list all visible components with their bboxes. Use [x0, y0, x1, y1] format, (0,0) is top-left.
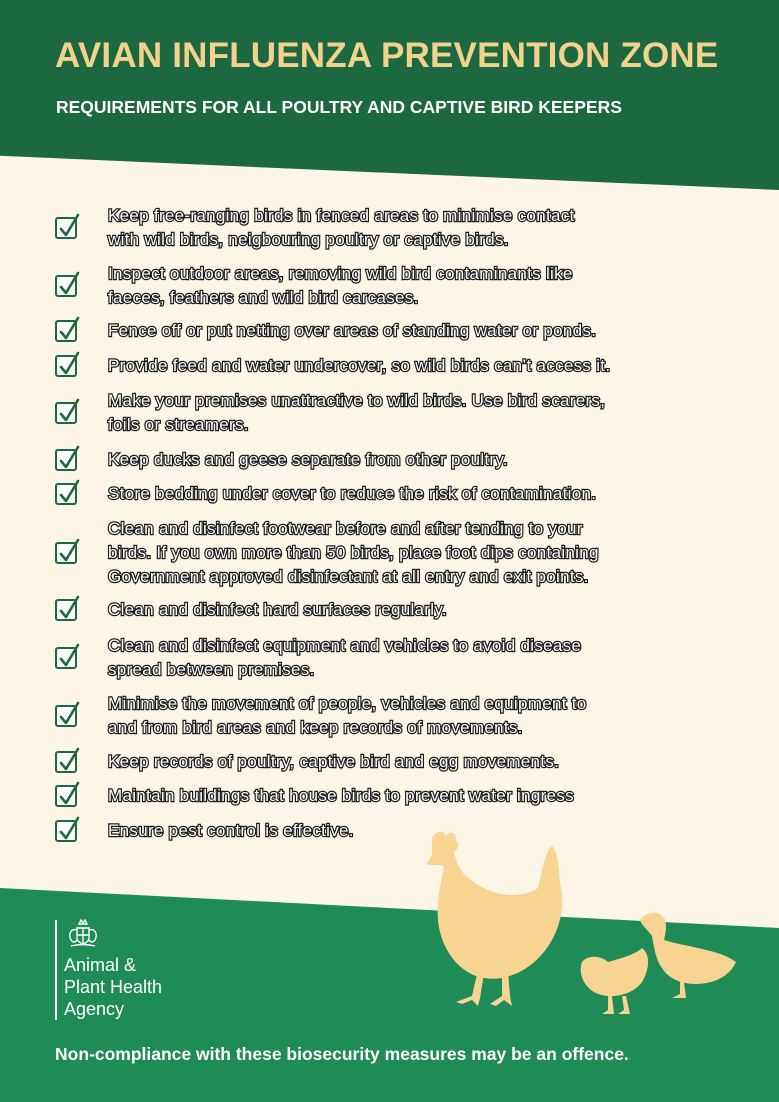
- checklist-item-text: Provide feed and water undercover, so wild birds can’t access it.: [108, 356, 611, 375]
- check-icon: [55, 647, 77, 669]
- checklist-item: [55, 598, 745, 622]
- check-icon: [55, 820, 77, 842]
- check-icon: [55, 217, 77, 239]
- chick-icon: [581, 948, 648, 1014]
- checklist-item-text: Keep ducks and geese separate from other poultry.: [108, 450, 508, 469]
- checklist-item-text: Inspect outdoor areas, removing wild bird contaminants like faeces, feathers and wild bird carcases.: [108, 264, 573, 307]
- check-icon: [55, 355, 77, 377]
- hen-icon: [426, 832, 562, 1006]
- checklist-item-text: Store bedding under cover to reduce the risk of contamination.: [108, 484, 597, 503]
- checklist-item-text: Keep free-ranging birds in fenced areas to minimise contact with wild birds, neigbouring poultry or captive birds.: [108, 206, 575, 249]
- check-icon: [55, 542, 77, 564]
- checklist-item-text: Maintain buildings that house birds to prevent water ingress: [108, 786, 574, 805]
- check-icon: [55, 402, 77, 424]
- duck-icon: [640, 913, 736, 998]
- check-icon: [55, 483, 77, 505]
- check-icon: [55, 751, 77, 773]
- checklist-item-text: Fence off or put netting over areas of standing water or ponds.: [108, 321, 597, 340]
- check-icon: [55, 449, 77, 471]
- checklist-item: [55, 634, 745, 682]
- agency-logo: [55, 918, 195, 1028]
- checklist-item-text: Keep records of poultry, captive bird and egg movements.: [108, 752, 560, 771]
- checklist-item: [55, 448, 745, 472]
- logo-divider: [55, 920, 57, 1020]
- page-title: AVIAN INFLUENZA PREVENTION ZONE: [55, 36, 719, 75]
- checklist-item: [55, 319, 745, 343]
- agency-name: Animal & Plant Health Agency: [64, 955, 163, 1019]
- checklist-item: [55, 204, 745, 252]
- check-icon: [55, 599, 77, 621]
- checklist-item: [55, 482, 745, 506]
- poultry-illustration: [410, 820, 760, 1020]
- checklist-item-text: Clean and disinfect footwear before and after tending to your birds. If you own more than 50 birds, place foot dips containing Government approved disinfectant at all entry and exit points.: [108, 519, 599, 586]
- page-subtitle: REQUIREMENTS FOR ALL POULTRY AND CAPTIVE BIRD KEEPERS: [56, 97, 622, 117]
- check-icon: [55, 320, 77, 342]
- check-icon: [55, 705, 77, 727]
- checklist-item: [55, 262, 745, 310]
- compliance-notice: Non-compliance with these biosecurity measures may be an offence.: [55, 1044, 629, 1064]
- check-icon: [55, 275, 77, 297]
- checklist-item: [55, 750, 745, 774]
- check-icon: [55, 785, 77, 807]
- checklist-item-text: Clean and disinfect equipment and vehicles to avoid disease spread between premises.: [108, 636, 582, 679]
- checklist-item: [55, 354, 745, 378]
- checklist-item: [55, 784, 745, 808]
- royal-crest-icon: [65, 918, 101, 950]
- checklist-item-text: Ensure pest control is effective.: [108, 821, 354, 840]
- checklist-item: [55, 389, 745, 437]
- checklist-item: [55, 692, 745, 740]
- checklist-item: [55, 517, 745, 589]
- checklist-item-text: Minimise the movement of people, vehicles and equipment to and from bird areas and keep records of movements.: [108, 694, 587, 737]
- checklist-item-text: Make your premises unattractive to wild birds. Use bird scarers, foils or streamers.: [108, 391, 606, 434]
- checklist-item-text: Clean and disinfect hard surfaces regularly.: [108, 600, 447, 619]
